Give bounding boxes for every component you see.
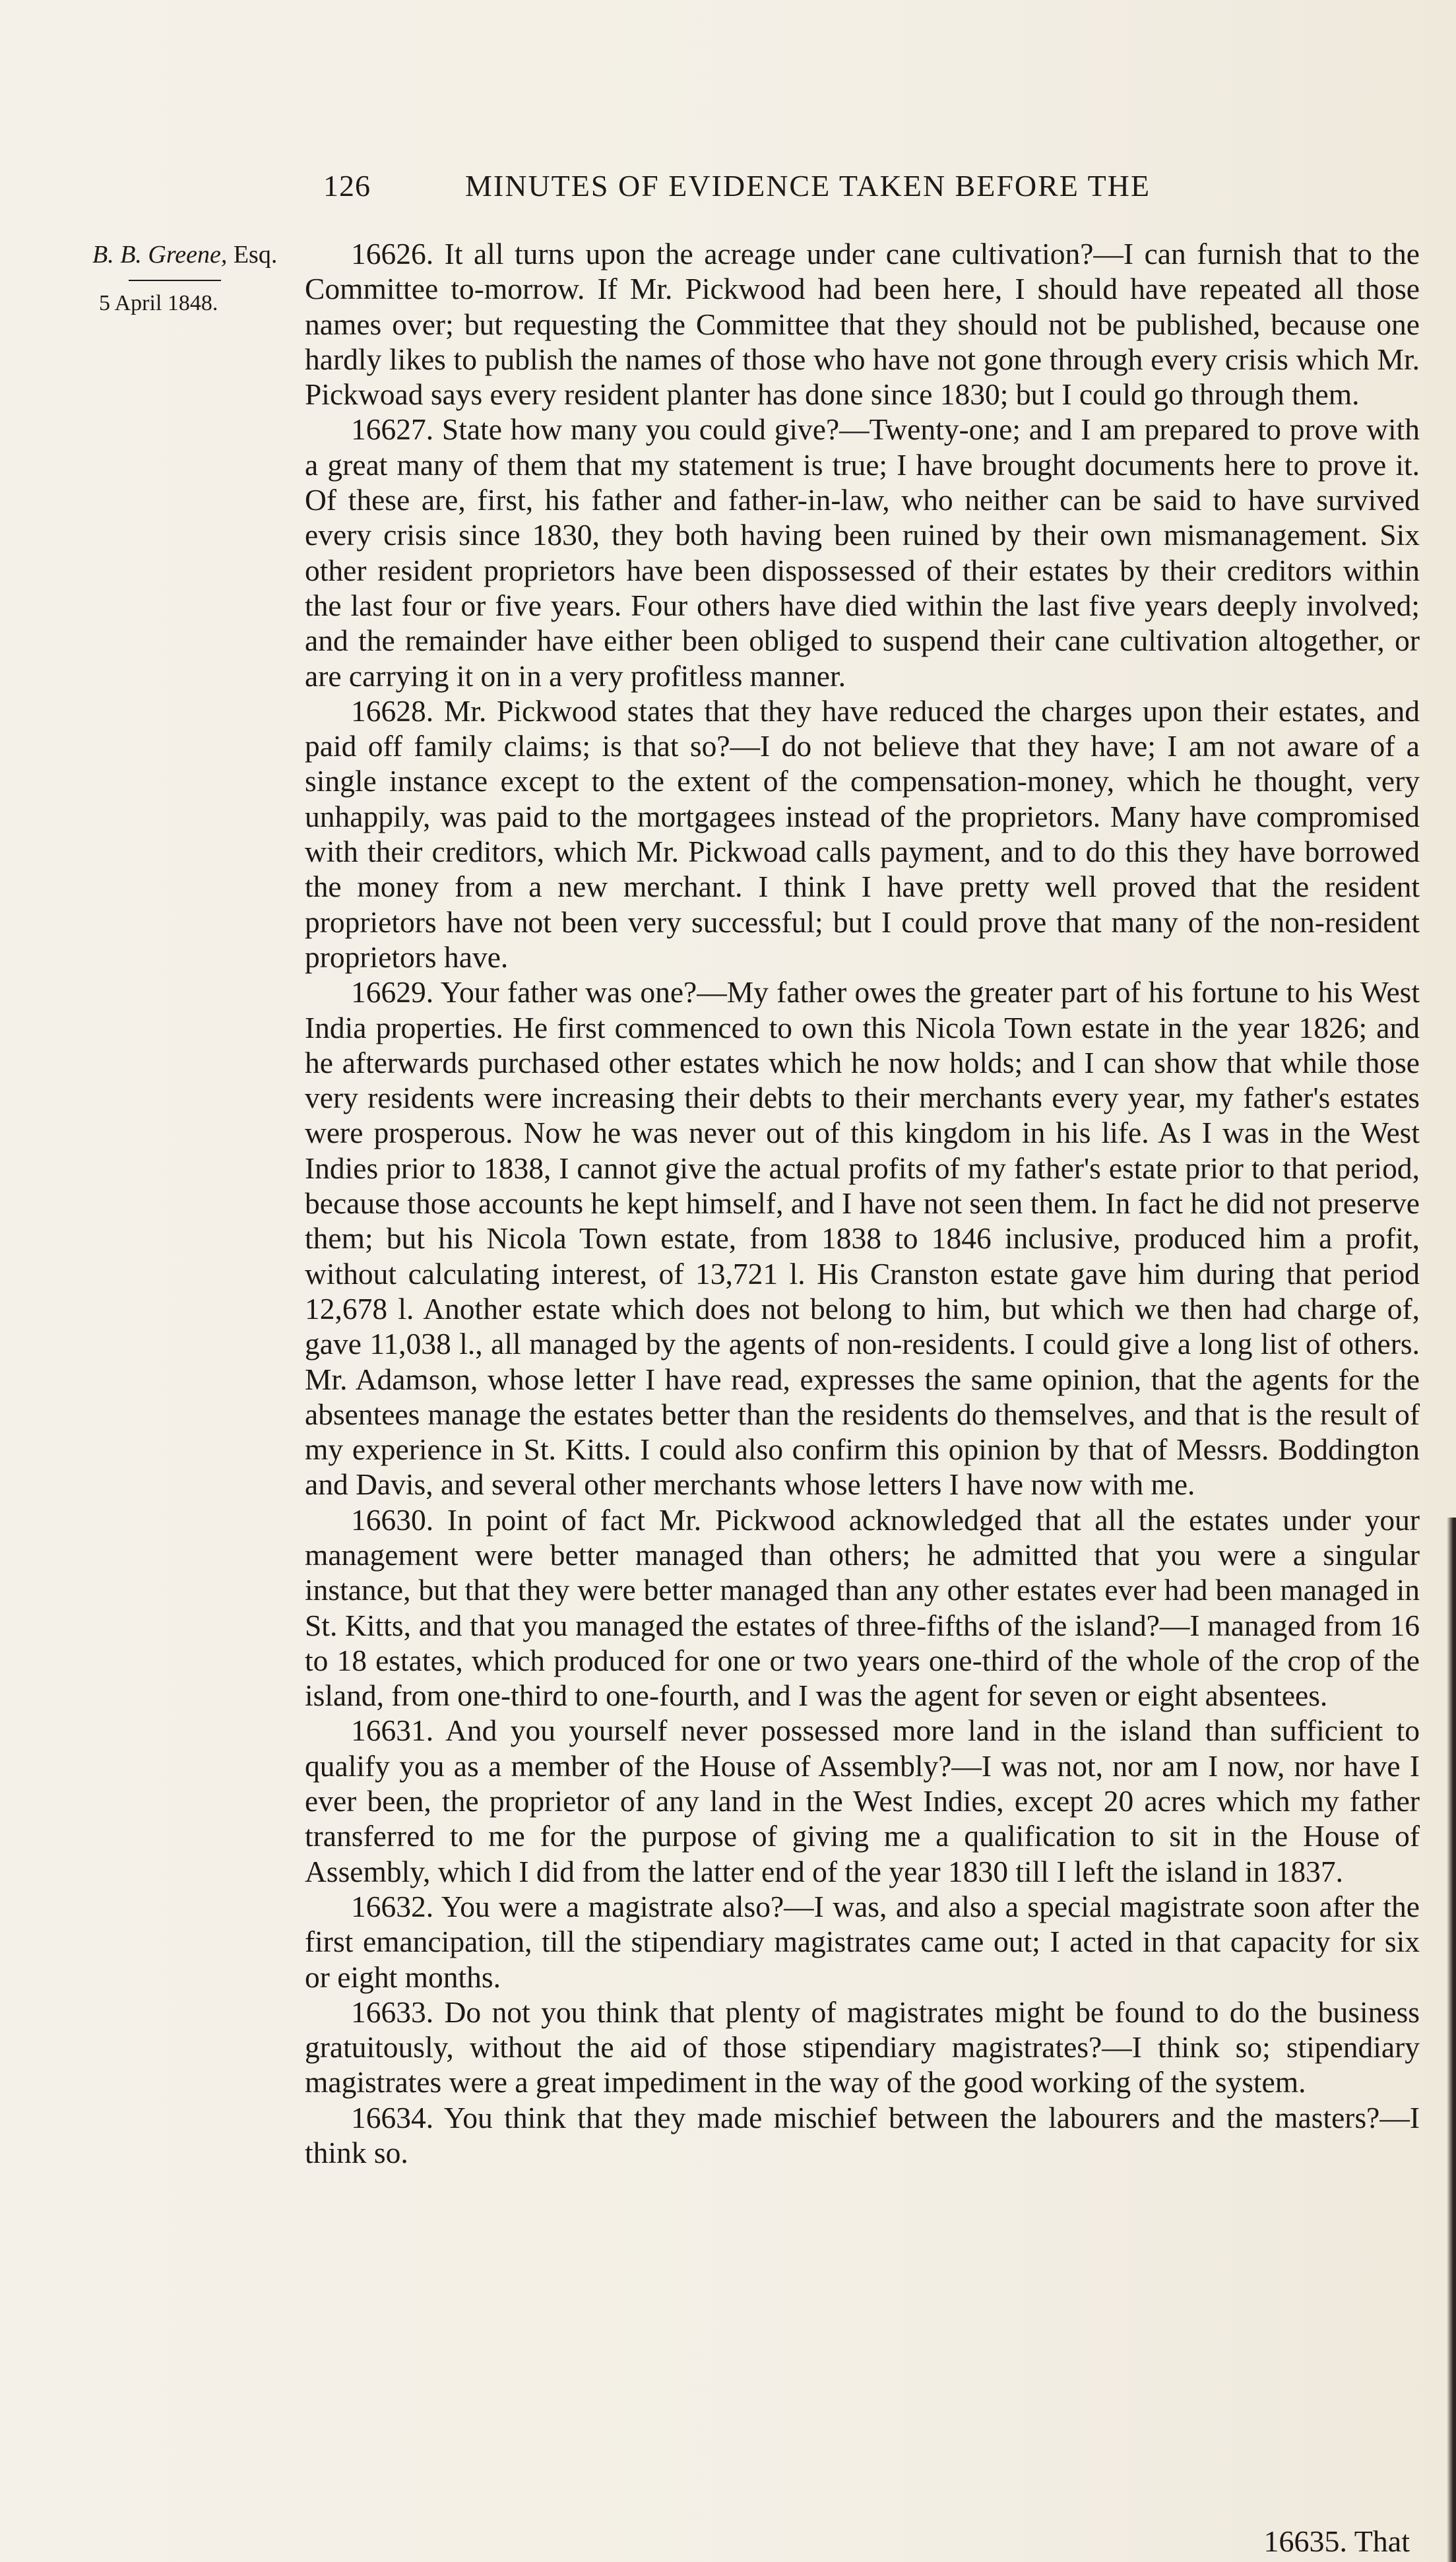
question-16634: 16634. You think that they made mischief between the labourers and the masters?—I think so.: [305, 2100, 1420, 2170]
page-number: 126: [323, 169, 371, 203]
question-16629: 16629. Your father was one?—My father owes the greater part of his fortune to his West India properties. He first commenced to own this Nicola Town estate in the year 1826; and he afterwards purchased other estates which he now holds; and I can show that while those very residents were increasing their debts to their merchants every year, my father's estates were prosperous. Now he was never out of this kingdom in his life. As I was in the West Indies prior to 1838, I cannot give the actual profits of my father's estate prior to that period, because those accounts he kept himself, and I have not seen them. In fact he did not preserve them; but his Nicola Town estate, from 1838 to 1846 inclusive, produced him a profit, without calculating interest, of 13,721 l. His Cranston estate gave him during that period 12,678 l. Another estate which does not belong to him, but which we then had charge of, gave 11,038 l., all managed by the agents of non-residents. I could give a long list of others. Mr. Adamson, whose letter I have read, expresses the same opinion, that the agents for the absentees manage the estates better than the residents do themselves, and that is the result of my experience in St. Kitts. I could also confirm this opinion by that of Messrs. Boddington and Davis, and several other merchants whose letters I have now with me.: [305, 975, 1420, 1502]
margin-note: [92, 239, 290, 319]
running-title: MINUTES OF EVIDENCE TAKEN BEFORE THE: [465, 169, 1151, 203]
question-16631: 16631. And you yourself never possessed more land in the island than sufficient to qualify you as a member of the House of Assembly?—I was not, nor am I now, nor have I ever been, the proprietor of any land in the West Indies, except 20 acres which my father transferred to me for the purpose of giving me a qualification to sit in the House of Assembly, which I did from the latter end of the year 1830 till I left the island in 1837.: [305, 1713, 1420, 1888]
page-edge-shadow: [1447, 1518, 1456, 2562]
witness-suffix: Esq.: [233, 241, 278, 269]
evidence-text: [305, 236, 1420, 2170]
question-16633: 16633. Do not you think that plenty of magistrates might be found to do the business gratuitously, without the aid of those stipendiary magistrates?—I think so; stipendiary magistrates were a great impediment in the way of the good working of the system.: [305, 1995, 1420, 2099]
question-16627: 16627. State how many you could give?—Twenty-one; and I am prepared to prove with a great many of them that my statement is true; I have brought documents here to prove it. Of these are, first, his father and father-in-law, who neither can be said to have survived every crisis since 1830, they both having been ruined by their own mismanagement. Six other resident proprietors have been dispossessed of their estates by their creditors within the last four or five years. Four others have died within the last five years deeply involved; and the remainder have either been obliged to suspend their cane cultivation altogether, or are carrying it on in a very profitless manner.: [305, 412, 1420, 693]
question-16628: 16628. Mr. Pickwood states that they have reduced the charges upon their estates, and paid off family claims; is that so?—I do not believe that they have; I am not aware of a single instance except to the extent of the compensation-money, which he thought, very unhappily, was paid to the mortgagees instead of the proprietors. Many have compromised with their creditors, which Mr. Pickwoad calls payment, and to do this they have borrowed the money from a new merchant. I think I have pretty well proved that the resident proprietors have not been very successful; but I could prove that many of the non-resident proprietors have.: [305, 693, 1420, 974]
question-16632: 16632. You were a magistrate also?—I was, and also a special magistrate soon after the first emancipation, till the stipendiary magistrates came out; I acted in that capacity for six or eight months.: [305, 1889, 1420, 1994]
question-16630: 16630. In point of fact Mr. Pickwood acknowledged that all the estates under your management were better managed than others; he admitted that you were a singular instance, but that they were better managed than any other estates ever had been managed in St. Kitts, and that you managed the estates of three-fifths of the island?—I managed from 16 to 18 estates, which produced for one or two years one-third of the whole of the crop of the island, from one-third to one-fourth, and I was the agent for seven or eight absentees.: [305, 1502, 1420, 1713]
evidence-date: 5 April 1848.: [99, 291, 218, 315]
margin-rule: [129, 280, 221, 281]
catchword: 16635. That: [1263, 2524, 1410, 2558]
witness-name: B. B. Greene,: [92, 241, 228, 269]
question-16626: 16626. It all turns upon the acreage under cane cultivation?—I can furnish that to the Committee to-morrow. If Mr. Pickwood had been here, I should have repeated all those names over; but requesting the Committee that they should not be published, because one hardly likes to publish the names of those who have not gone through every crisis which Mr. Pickwoad says every resident planter has done since 1830; but I could go through them.: [305, 237, 1420, 412]
